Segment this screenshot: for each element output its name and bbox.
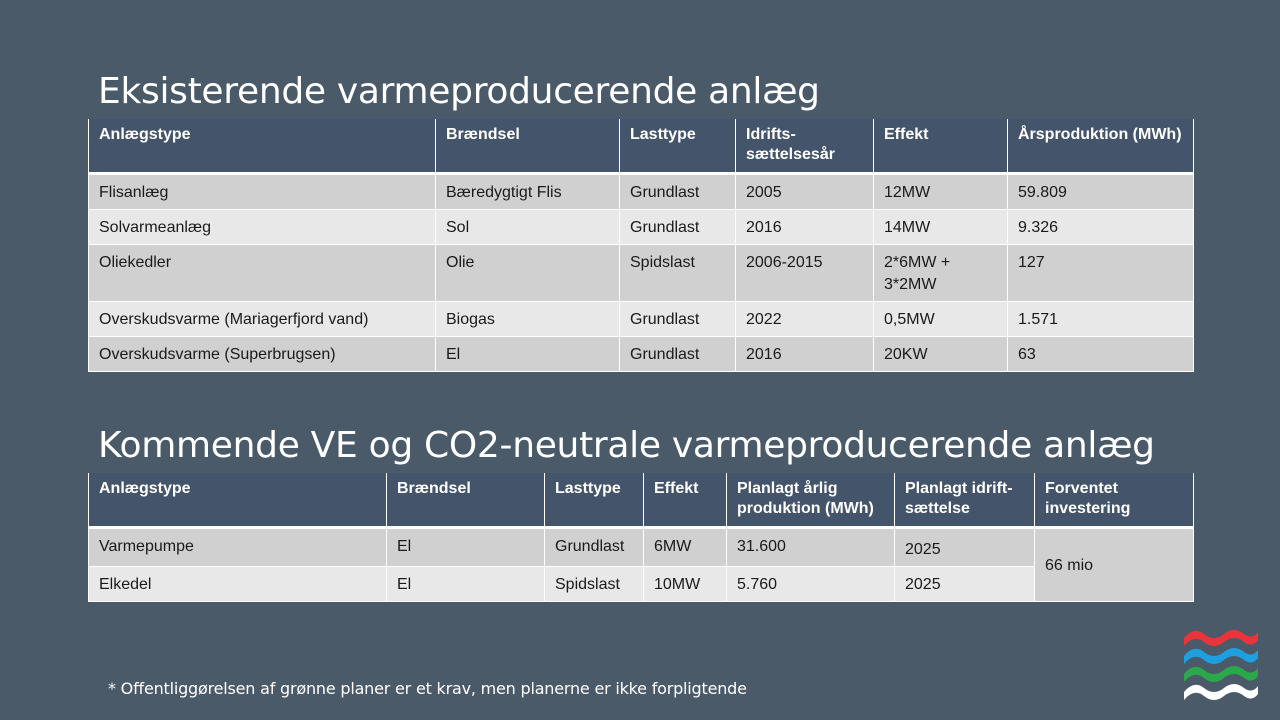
col-header: Brændsel (387, 473, 545, 527)
table-cell: Biogas (436, 301, 620, 336)
investment-cell: 66 mio (1035, 527, 1194, 601)
table-cell: Sol (436, 209, 620, 244)
table-cell: 2025 (895, 566, 1035, 601)
table-cell: Overskudsvarme (Mariagerfjord vand) (89, 301, 436, 336)
table-cell: 9.326 (1008, 209, 1194, 244)
col-header: Brændsel (436, 119, 620, 173)
table-cell: 0,5MW (874, 301, 1008, 336)
table-cell: 2*6MW + 3*2MW (874, 244, 1008, 301)
table-row (89, 244, 1194, 301)
table-cell: Grundlast (620, 173, 736, 209)
section-title-existing: Eksisterende varmeproducerende anlæg (98, 71, 820, 112)
blue-wave (1184, 648, 1258, 664)
upcoming-plants-table (88, 473, 1194, 602)
table-cell: Oliekedler (89, 244, 436, 301)
table-cell: 20KW (874, 336, 1008, 371)
red-wave (1184, 630, 1258, 646)
table-cell: El (387, 527, 545, 566)
table-cell: Grundlast (620, 301, 736, 336)
table-cell: Elkedel (89, 566, 387, 601)
table-header-row (89, 473, 1194, 527)
table-cell: 1.571 (1008, 301, 1194, 336)
table-cell: El (387, 566, 545, 601)
table-row (89, 527, 1194, 566)
waves-logo-icon (1180, 624, 1260, 702)
table-row (89, 173, 1194, 209)
col-header: Planlagt årlig produktion (MWh) (727, 473, 895, 527)
table-cell: 127 (1008, 244, 1194, 301)
col-header: Forventet investering (1035, 473, 1194, 527)
table-cell: Spidslast (620, 244, 736, 301)
table-cell: 2016 (736, 336, 874, 371)
col-header: Lasttype (620, 119, 736, 173)
table-row (89, 566, 1194, 601)
table-cell: Grundlast (620, 209, 736, 244)
table-cell: 2005 (736, 173, 874, 209)
col-header: Anlægstype (89, 473, 387, 527)
table-cell: 59.809 (1008, 173, 1194, 209)
existing-plants-table (88, 119, 1194, 372)
table-cell: Grundlast (620, 336, 736, 371)
table-cell: Grundlast (545, 527, 644, 566)
col-header: Årsproduktion (MWh) (1008, 119, 1194, 173)
table-cell: Olie (436, 244, 620, 301)
col-header: Effekt (874, 119, 1008, 173)
table-row (89, 209, 1194, 244)
table-cell: Overskudsvarme (Superbrugsen) (89, 336, 436, 371)
table-cell: Flisanlæg (89, 173, 436, 209)
table-cell: 12MW (874, 173, 1008, 209)
table-cell: Bæredygtigt Flis (436, 173, 620, 209)
col-header: Anlægstype (89, 119, 436, 173)
table-cell: 2016 (736, 209, 874, 244)
table-cell: 2022 (736, 301, 874, 336)
table-cell: 2006-2015 (736, 244, 874, 301)
table-row (89, 301, 1194, 336)
table-cell: 14MW (874, 209, 1008, 244)
table-cell: Varmepumpe (89, 527, 387, 566)
table-cell: 10MW (644, 566, 727, 601)
table-cell: 63 (1008, 336, 1194, 371)
table-cell: 5.760 (727, 566, 895, 601)
table-cell: El (436, 336, 620, 371)
table-cell: Solvarmeanlæg (89, 209, 436, 244)
table-row (89, 336, 1194, 371)
col-header: Planlagt idrift-sættelse (895, 473, 1035, 527)
table-cell: 31.600 (727, 527, 895, 566)
green-wave (1184, 666, 1258, 682)
table-header-row (89, 119, 1194, 173)
col-header: Idrifts-sættelsesår (736, 119, 874, 173)
col-header: Effekt (644, 473, 727, 527)
table-cell: 6MW (644, 527, 727, 566)
footnote: * Offentliggørelsen af grønne planer er et krav, men planerne er ikke forpligtende (108, 679, 747, 698)
col-header: Lasttype (545, 473, 644, 527)
table-cell: 2025 (895, 527, 1035, 566)
white-wave (1184, 684, 1258, 700)
table-cell: Spidslast (545, 566, 644, 601)
section-title-upcoming: Kommende VE og CO2-neutrale varmeproducerende anlæg (98, 425, 1155, 466)
